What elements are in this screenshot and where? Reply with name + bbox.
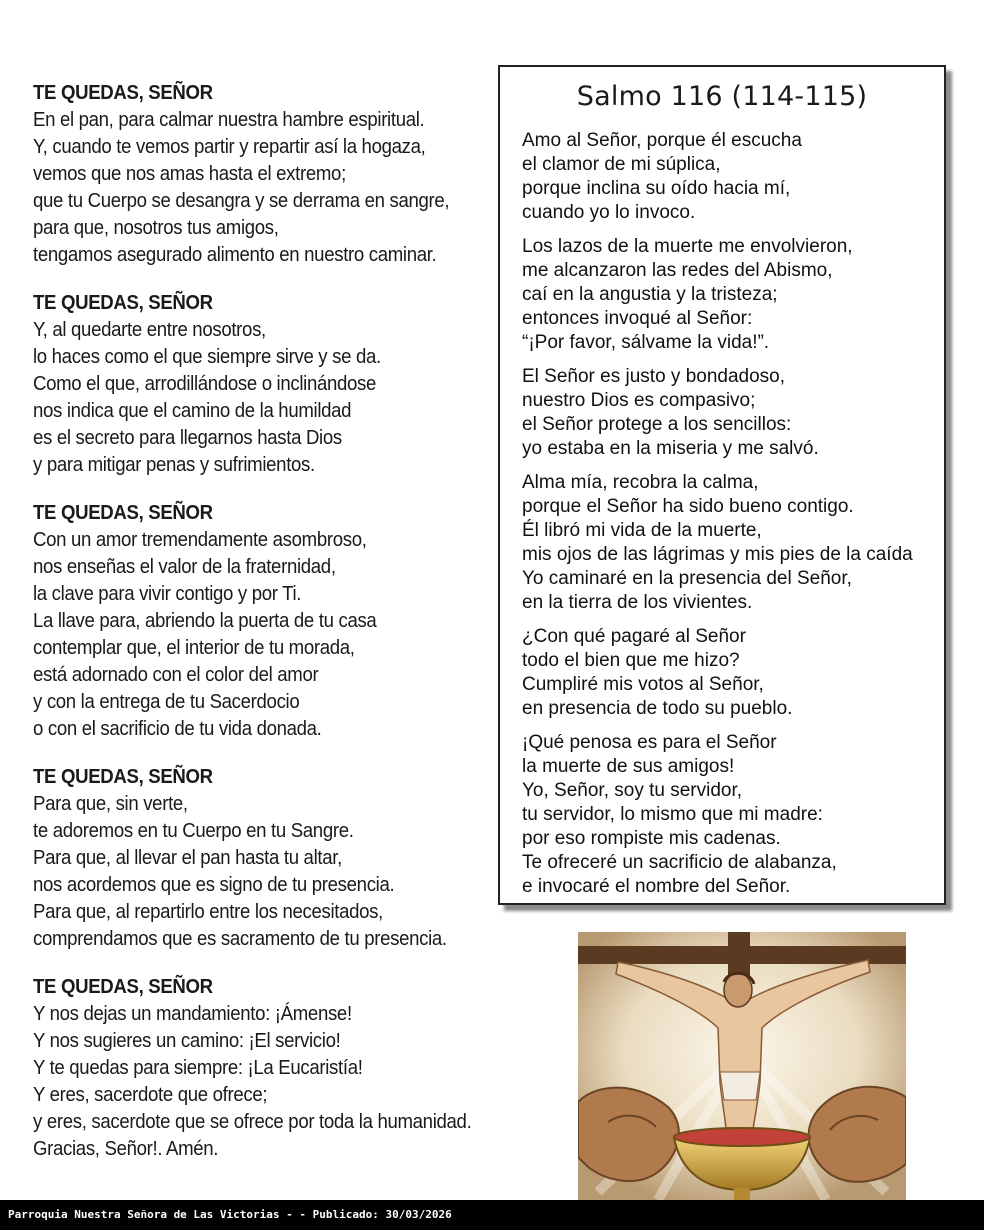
poem-line: Para que, al llevar el pan hasta tu altar, [33, 847, 342, 869]
stanza-heading: TE QUEDAS, SEÑOR [33, 976, 213, 998]
poem-line: nos indica que el camino de la humildad [33, 400, 352, 422]
poem-line: Como el que, arrodillándose o inclinándose [33, 373, 377, 395]
psalm-line: nuestro Dios es compasivo; [522, 390, 756, 411]
poem-line: o con el sacrificio de tu vida donada. [33, 718, 322, 740]
poem-line: Para que, sin verte, [33, 793, 188, 815]
poem-line: nos acordemos que es signo de tu presencia. [33, 874, 395, 896]
poem-line: la clave para vivir contigo y por Ti. [33, 583, 302, 605]
poem-line: y eres, sacerdote que se ofrece por toda la humanidad. [33, 1111, 472, 1133]
poem-line: es el secreto para llegarnos hasta Dios [33, 427, 342, 449]
footer-bar [0, 1200, 984, 1230]
poem-stanza-3 [33, 500, 470, 743]
psalm-line: el Señor protege a los sencillos: [522, 414, 792, 435]
psalm-body [522, 129, 962, 909]
psalm-stanza-5 [522, 625, 962, 721]
poem-line: y para mitigar penas y sufrimientos. [33, 454, 315, 476]
psalm-line: en presencia de todo su pueblo. [522, 698, 793, 719]
psalm-line: Cumpliré mis votos al Señor, [522, 674, 764, 695]
poem-line: para que, nosotros tus amigos, [33, 217, 279, 239]
psalm-line: ¿Con qué pagaré al Señor [522, 626, 746, 647]
poem-line: está adornado con el color del amor [33, 664, 319, 686]
psalm-line: Te ofreceré un sacrificio de alabanza, [522, 852, 837, 873]
poem-line: En el pan, para calmar nuestra hambre espiritual. [33, 109, 425, 131]
psalm-line: Yo, Señor, soy tu servidor, [522, 780, 743, 801]
poem-line: lo haces como el que siempre sirve y se da. [33, 346, 381, 368]
poem-line: Y nos sugieres un camino: ¡El servicio! [33, 1030, 341, 1052]
psalm-line: El Señor es justo y bondadoso, [522, 366, 786, 387]
poem-line: Y eres, sacerdote que ofrece; [33, 1084, 268, 1106]
poem-line: Y te quedas para siempre: ¡La Eucaristía! [33, 1057, 363, 1079]
psalm-line: Amo al Señor, porque él escucha [522, 130, 802, 151]
poem-line: La llave para, abriendo la puerta de tu casa [33, 610, 377, 632]
poem-line: que tu Cuerpo se desangra y se derrama en sangre, [33, 190, 450, 212]
psalm-line: en la tierra de los vivientes. [522, 592, 753, 613]
psalm-line: Él libró mi vida de la muerte, [522, 520, 762, 541]
psalm-line: mis ojos de las lágrimas y mis pies de la caída [522, 544, 913, 565]
poem-line: comprendamos que es sacramento de tu presencia. [33, 928, 447, 950]
poem-line: Y nos dejas un mandamiento: ¡Ámense! [33, 1003, 352, 1025]
poem-line: y con la entrega de tu Sacerdocio [33, 691, 300, 713]
stanza-heading: TE QUEDAS, SEÑOR [33, 502, 213, 524]
poem-line: tengamos asegurado alimento en nuestro caminar. [33, 244, 437, 266]
psalm-line: el clamor de mi súplica, [522, 154, 721, 175]
stanza-heading: TE QUEDAS, SEÑOR [33, 82, 213, 104]
psalm-stanza-4 [522, 471, 962, 615]
illustration-svg [578, 932, 906, 1200]
poem-stanza-5 [33, 974, 470, 1163]
psalm-line: tu servidor, lo mismo que mi madre: [522, 804, 823, 825]
poem-line: Con un amor tremendamente asombroso, [33, 529, 367, 551]
footer-text: Parroquia Nuestra Señora de Las Victorias - - Publicado: 30/03/2026 [8, 1208, 452, 1221]
psalm-box [498, 65, 946, 905]
psalm-line: ¡Qué penosa es para el Señor [522, 732, 777, 753]
stanza-heading: TE QUEDAS, SEÑOR [33, 766, 213, 788]
poem-stanza-2 [33, 290, 470, 479]
stanza-heading: TE QUEDAS, SEÑOR [33, 292, 213, 314]
psalm-line: caí en la angustia y la tristeza; [522, 284, 778, 305]
psalm-line: porque el Señor ha sido bueno contigo. [522, 496, 854, 517]
psalm-line: me alcanzaron las redes del Abismo, [522, 260, 833, 281]
psalm-stanza-2 [522, 235, 962, 355]
crucifix-chalice-illustration [578, 932, 906, 1200]
psalm-line: “¡Por favor, sálvame la vida!”. [522, 332, 770, 353]
psalm-line: Los lazos de la muerte me envolvieron, [522, 236, 853, 257]
poem-stanza-4 [33, 764, 470, 953]
psalm-line: cuando yo lo invoco. [522, 202, 696, 223]
poem-line: Y, al quedarte entre nosotros, [33, 319, 266, 341]
psalm-line: la muerte de sus amigos! [522, 756, 735, 777]
poem-line: Gracias, Señor!. Amén. [33, 1138, 219, 1160]
poem-line: te adoremos en tu Cuerpo en tu Sangre. [33, 820, 354, 842]
psalm-line: Yo caminaré en la presencia del Señor, [522, 568, 852, 589]
psalm-line: yo estaba en la miseria y me salvó. [522, 438, 819, 459]
psalm-stanza-1 [522, 129, 962, 225]
poem-line: Para que, al repartirlo entre los necesitados, [33, 901, 383, 923]
poem-line: vemos que nos amas hasta el extremo; [33, 163, 346, 185]
psalm-line: entonces invoqué al Señor: [522, 308, 753, 329]
poem [33, 80, 470, 1184]
poem-line: nos enseñas el valor de la fraternidad, [33, 556, 336, 578]
psalm-stanza-6 [522, 731, 962, 899]
poem-line: Y, cuando te vemos partir y repartir así la hogaza, [33, 136, 426, 158]
poem-line: contemplar que, el interior de tu morada, [33, 637, 355, 659]
psalm-line: Alma mía, recobra la calma, [522, 472, 759, 493]
psalm-line: por eso rompiste mis cadenas. [522, 828, 781, 849]
psalm-line: porque inclina su oído hacia mí, [522, 178, 791, 199]
psalm-line: e invocaré el nombre del Señor. [522, 876, 791, 897]
psalm-title: Salmo 116 (114-115) [576, 81, 868, 112]
psalm-stanza-3 [522, 365, 962, 461]
psalm-line: todo el bien que me hizo? [522, 650, 740, 671]
poem-stanza-1 [33, 80, 470, 269]
